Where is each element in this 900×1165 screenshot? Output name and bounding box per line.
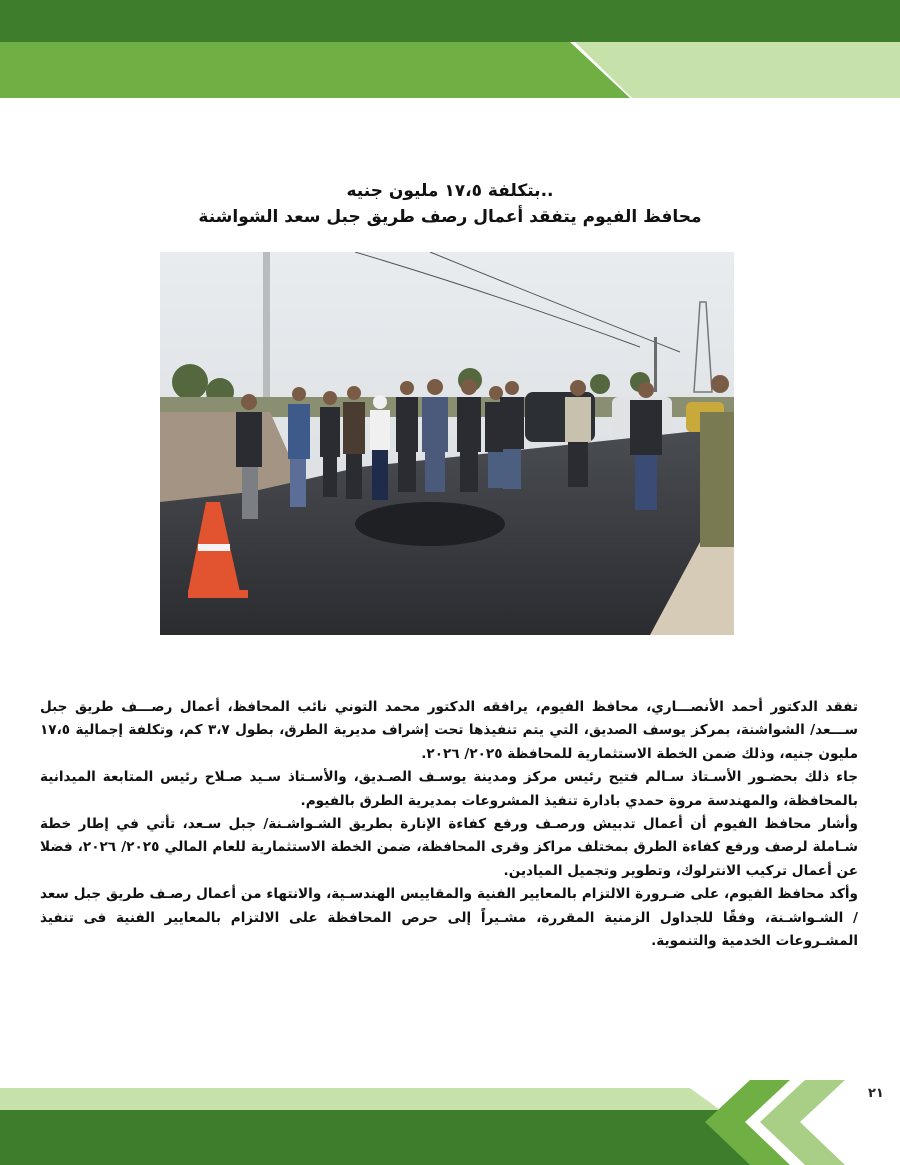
footer-band (0, 1080, 900, 1165)
header-dark-stripe (0, 0, 900, 42)
headline-subtitle: ..بتكلفة ١٧،٥ مليون جنيه (346, 181, 554, 201)
page-number: ٢١ (868, 1086, 884, 1101)
article-paragraph: وأكد محافظ الفيوم، على ضـرورة الالتزام بالمعايير الفنية والمقاييس الهندسـية، والانتهاء من أعمال رصـف طريق جبل سعد / الشـواشـنة، وفقًا للجداول الزمنية المقررة، مشـيراً إلى حرص المحافظة على الالتزام بالمعايير الفنية فى تنفيذ المشـروعات الخدمية والتنموية. (40, 886, 858, 950)
article-paragraph: وأشار محافظ الفيوم أن أعمال تدبيش ورصـف ورفع كفاءة الإنارة بطريق الشـواشـنة/ جبل سـعد، تأتي في إطار خطة شـاملة لرصف ورفع كفاءة الطرق بمختلف مراكز وقرى المحافظة، ضمن الخطة الاستثمارية للعام المالي ٢٠٢٥/ ٢٠٢٦، فضلا عن أعمال تركيب الانترلوك، وتطوير وتجميل الميادين. (40, 816, 859, 879)
header-band (0, 0, 900, 100)
footer-dark-panel (0, 1110, 770, 1165)
header-green-panel (0, 42, 630, 98)
asphalt-patch (355, 502, 505, 546)
footer-light-stripe (0, 1088, 720, 1110)
road-inspection-photo (160, 252, 734, 635)
article-paragraph: جاء ذلك بحضـور الأسـتاذ سـالم فتيح رئيس مركز ومدينة يوسـف الصـديق، والأسـتاذ سـيد صـلاح رئيس المتابعة الميدانية بالمحافظة، والمهندسة مروة حمدي بادارة تنفيذ المشروعات بمديرية الطرق بالفيوم. (40, 769, 858, 809)
headline-title: محافظ الفيوم يتفقد أعمال رصف طريق جبل سعد الشواشنة (198, 207, 702, 227)
article-headline (100, 178, 800, 230)
street-light (654, 337, 657, 392)
news-photo (160, 252, 734, 635)
article-body (40, 696, 858, 953)
header-light-panel (575, 42, 900, 98)
article-paragraph: تفقد الدكتور أحمد الأنصـــاري، محافظ الفيوم، يرافقه الدكتور محمد التوني نائب المحافظ، أعمال رصـــف طريق جبل ســـعد/ الشواشنة، بمركز يوسف الصديق، التي يتم تنفيذها تحت إشراف مديرية الطرق، بطول ٣،٧ كم، وتكلفة إجمالية ١٧،٥ مليون جنيه، وذلك ضمن الخطة الاستثمارية للمحافظة ٢٠٢٥/ ٢٠٢٦. (40, 699, 858, 762)
